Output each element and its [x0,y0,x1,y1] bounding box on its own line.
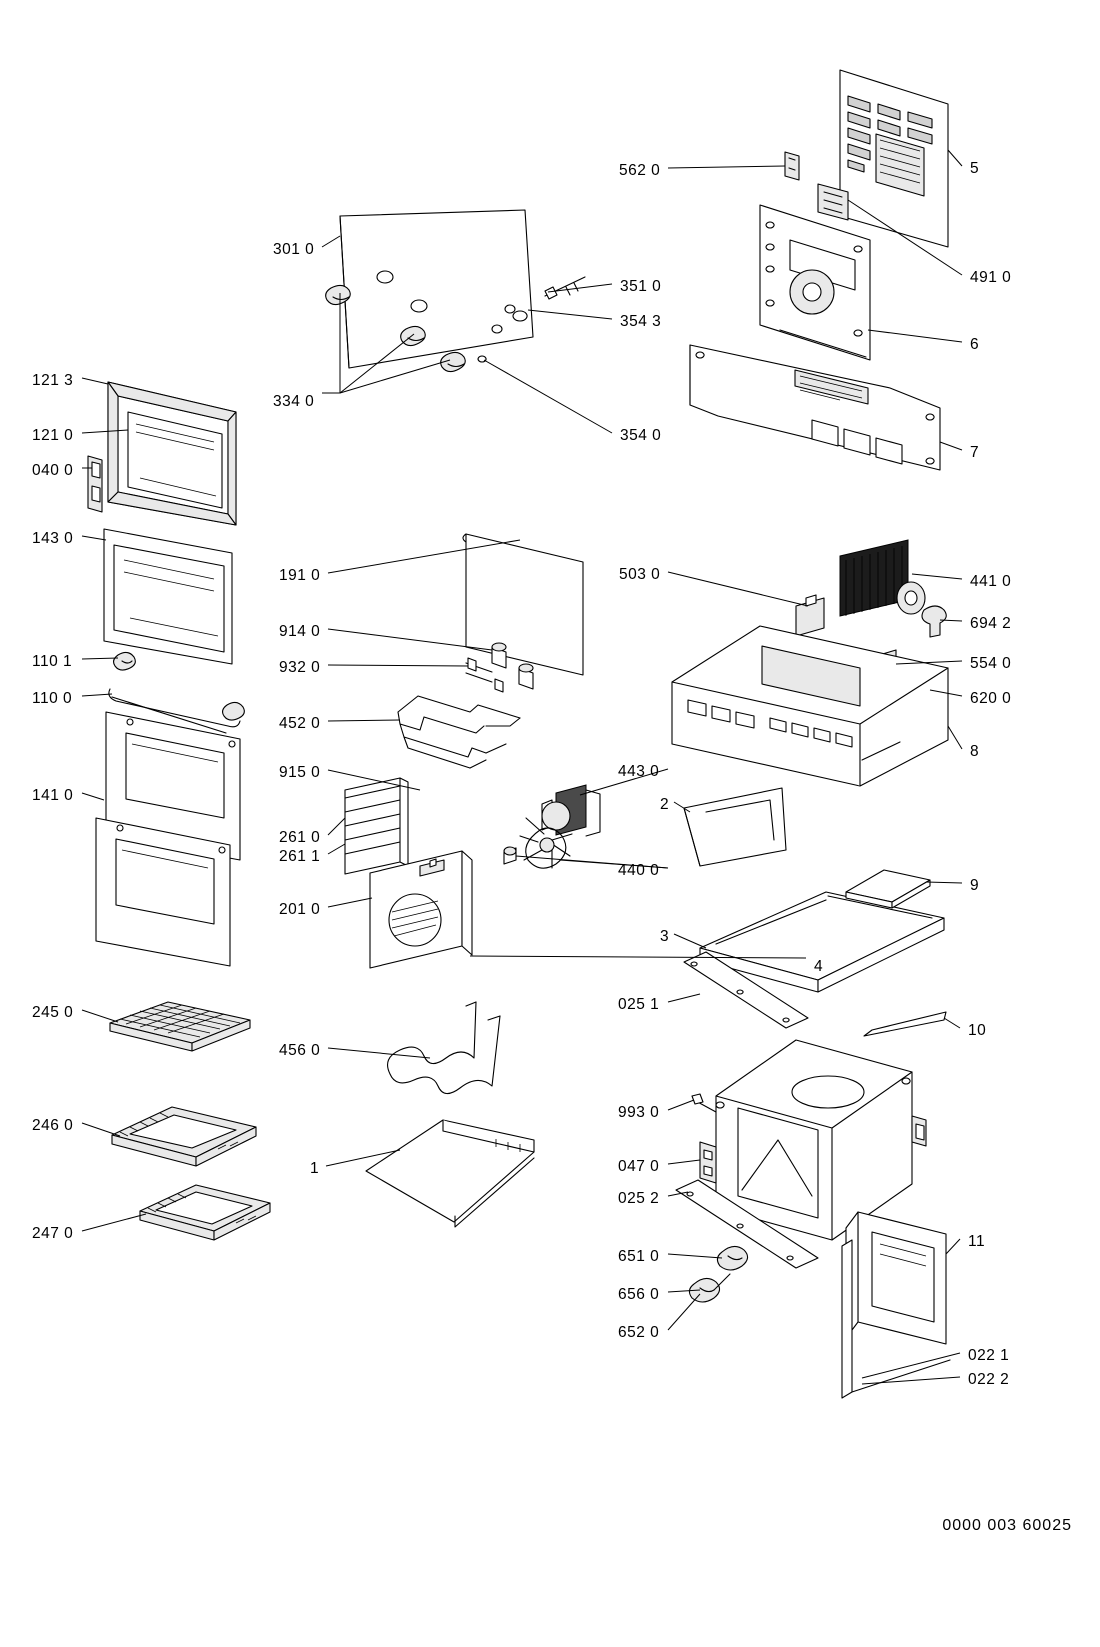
part-label-503-0: 503 0 [619,566,661,583]
part-bottom-plate [366,1120,534,1227]
part-label-121-3: 121 3 [32,372,74,389]
part-label-656-0: 656 0 [618,1286,660,1303]
part-label-3: 3 [660,928,670,945]
part-screw-993 [692,1094,716,1112]
part-label-191-0: 191 0 [279,567,321,584]
part-label-334-0: 334 0 [273,393,315,410]
part-wire-rack [110,1002,250,1051]
part-label-022-2: 022 2 [968,1371,1010,1388]
part-label-11: 11 [968,1233,986,1250]
part-fan-cover [370,851,472,968]
part-label-110-1: 110 1 [32,653,73,670]
part-back-panel [840,70,948,247]
part-label-247-0: 247 0 [32,1225,74,1242]
part-hinge-110-1 [114,652,136,670]
part-side-bracket [684,788,786,866]
part-label-261-1: 261 1 [279,848,321,865]
part-label-351-0: 351 0 [620,278,662,295]
part-label-025-2: 025 2 [618,1190,660,1207]
part-clip-562 [785,152,799,180]
part-label-245-0: 245 0 [32,1004,74,1021]
part-label-620-0: 620 0 [970,690,1012,707]
part-label-652-0: 652 0 [618,1324,660,1341]
part-label-6: 6 [970,336,980,353]
part-bracket-047 [700,1142,716,1183]
part-label-932-0: 932 0 [279,659,321,676]
part-label-8: 8 [970,743,980,760]
part-label-456-0: 456 0 [279,1042,321,1059]
part-rear-frame [760,205,870,360]
part-control-fascia [340,210,533,368]
part-label-201-0: 201 0 [279,901,321,918]
part-tray-247 [140,1185,270,1240]
part-label-915-0: 915 0 [279,764,321,781]
part-transformer-503 [796,595,824,636]
part-label-694-2: 694 2 [970,615,1012,632]
part-door-glass-143 [104,529,232,664]
part-grill-element [398,696,520,768]
part-label-443-0: 443 0 [618,763,660,780]
part-oven-cavity [716,1040,926,1240]
part-label-993-0: 993 0 [618,1104,660,1121]
part-rod-10 [864,1012,946,1036]
part-label-440-0: 440 0 [618,862,660,879]
part-tangential-fan [840,540,925,616]
part-label-554-0: 554 0 [970,655,1012,672]
part-control-housing [672,626,948,786]
part-lamp-assembly [689,1246,747,1302]
part-label-047-0: 047 0 [618,1158,660,1175]
part-label-354-3: 354 3 [620,313,662,330]
part-panel-191 [463,534,583,675]
part-bottom-element [388,1002,500,1094]
part-label-301-0: 301 0 [273,241,315,258]
part-label-040-0: 040 0 [32,462,74,479]
part-label-141-0: 141 0 [32,787,74,804]
part-label-5: 5 [970,160,980,177]
part-knob-694 [922,606,946,637]
part-label-110-0: 110 0 [32,690,73,707]
part-label-1: 1 [310,1160,320,1177]
part-label-7: 7 [970,444,980,461]
drawing-code: 0000 003 60025 [942,1517,1072,1534]
part-label-452-0: 452 0 [279,715,321,732]
part-label-4: 4 [814,958,824,975]
part-label-562-0: 562 0 [619,162,661,179]
part-label-246-0: 246 0 [32,1117,74,1134]
part-tray-246 [112,1107,256,1166]
part-label-261-0: 261 0 [279,829,321,846]
part-label-025-1: 025 1 [618,996,660,1013]
part-label-651-0: 651 0 [618,1248,660,1265]
part-label-9: 9 [970,877,980,894]
part-label-022-1: 022 1 [968,1347,1010,1364]
part-label-914-0: 914 0 [279,623,321,640]
part-label-143-0: 143 0 [32,530,74,547]
part-label-10: 10 [968,1022,987,1039]
part-label-2: 2 [660,796,670,813]
part-front-glass [96,712,240,966]
part-lower-deck [690,345,940,470]
part-shelf-rails [345,778,408,874]
part-label-491-0: 491 0 [970,269,1012,286]
part-label-441-0: 441 0 [970,573,1012,590]
part-inner-door-11 [846,1212,946,1344]
part-door-handle [88,456,102,512]
part-label-354-0: 354 0 [620,427,662,444]
part-label-121-0: 121 0 [32,427,74,444]
